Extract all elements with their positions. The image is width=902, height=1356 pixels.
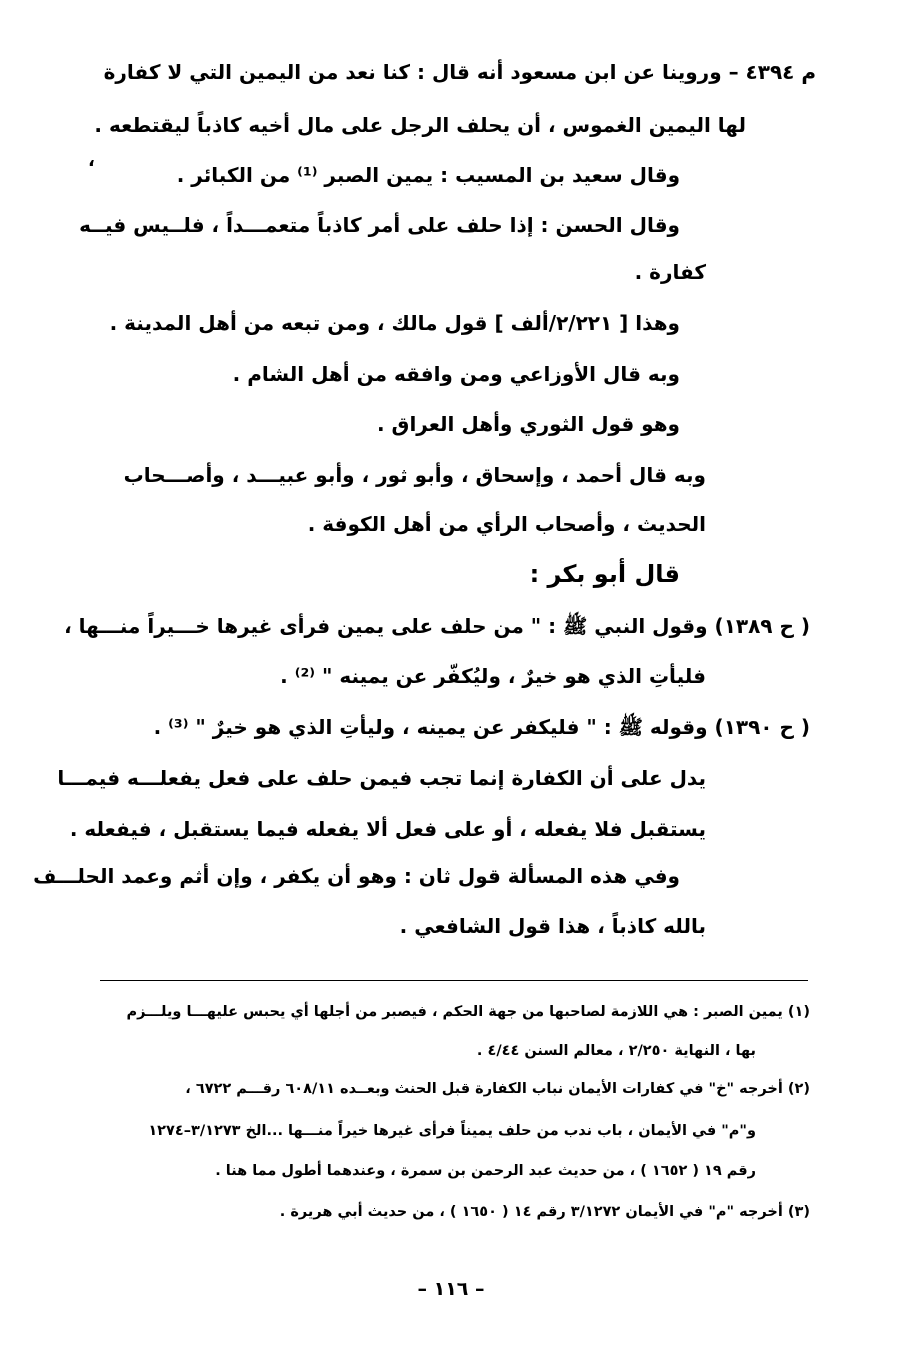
body-line-7: وبه قال الأوزاعي ومن وافقه من أهل الشام . [232,362,680,386]
body-line-2: لها اليمين الغموس ، أن يحلف الرجل على مال أخيه كاذباً ليقتطعه . [94,113,746,137]
body-line-17: وفي هذه المسألة قول ثان : وهو أن يكفر ، وإن أثم وعمد الحلـــف [33,864,680,888]
body-line-4: وقال الحسن : إذا حلف على أمر كاذباً متعمـــداً ، فلــيس فيــه [79,213,680,237]
body-line-6: وهذا [ ٢/٢٢١/ألف ] قول مالك ، ومن تبعه من أهل المدينة . [109,311,680,335]
footnote-separator [100,980,808,981]
body-line-3: وقال سعيد بن المسيب : يمين الصبر ⁽¹⁾ من الكبائر . [176,163,680,187]
body-line-16: يستقبل فلا يفعله ، أو على فعل ألا يفعله فيما يستقبل ، فيفعله . [69,817,706,841]
hadith-1389-line-2: فليأتِ الذي هو خيرٌ ، وليُكفّر عن يمينه " ⁽²⁾ . [280,664,706,688]
footnote-1-line-2: بها ، النهاية ٢/٢٥٠ ، معالم السنن ٤/٤٤ . [476,1043,756,1059]
body-line-18: بالله كاذباً ، هذا قول الشافعي . [399,914,706,938]
section-heading: قال أبو بكر : [529,560,680,588]
body-line-8: وهو قول الثوري وأهل العراق . [377,412,680,436]
hadith-1389-line-1: ( ح ١٣٨٩) وقول النبي ﷺ : " من حلف على يمين فرأى غيرها خـــيراً منـــها ، [64,614,810,638]
body-line-5: كفارة . [634,260,706,284]
footnote-2-line-1: (٢) أخرجه "خ" في كفارات الأيمان نباب الكفارة قبل الحنث وبعــده ٦٠٨/١١ رقـــم ٦٧٢٢ ، [185,1081,810,1097]
page-number: – ١١٦ – [417,1278,485,1300]
body-line-10: الحديث ، وأصحاب الرأي من أهل الكوفة . [307,512,706,536]
footnote-2-line-3: رقم ١٩ ( ١٦٥٢ ) ، من حديث عبد الرحمن بن سمرة ، وعندهما أطول مما هنا . [215,1163,756,1179]
body-line-15: يدل على أن الكفارة إنما تجب فيمن حلف على فعل يفعلـــه فيمـــا [57,766,706,790]
margin-mark: ، [88,150,95,171]
body-line-1: م ٤٣٩٤ – وروينا عن ابن مسعود أنه قال : كنا نعد من اليمين التي لا كفارة [103,60,816,84]
body-line-9: وبه قال أحمد ، وإسحاق ، وأبو ثور ، وأبو عبيـــد ، وأصـــحاب [123,463,706,487]
footnote-3-line: (٣) أخرجه "م" في الأيمان ٣/١٢٧٢ رقم ١٤ ( ١٦٥٠ ) ، من حديث أبي هريرة . [279,1204,810,1220]
footnote-1-line-1: (١) يمين الصبر : هي اللازمة لصاحبها من جهة الحكم ، فيصبر من أجلها أي يحبس عليهـــا ويلـــزم [126,1004,810,1020]
hadith-1390-line: ( ح ١٣٩٠) وقوله ﷺ : " فليكفر عن يمينه ، وليأتِ الذي هو خيرٌ " ⁽³⁾ . [153,715,810,739]
footnote-2-line-2: و"م" في الأيمان ، باب ندب من حلف يميناً فرأى غيرها خيراً منـــها ...الخ ٣/١٢٧٣–١٢٧٤ [148,1123,756,1139]
